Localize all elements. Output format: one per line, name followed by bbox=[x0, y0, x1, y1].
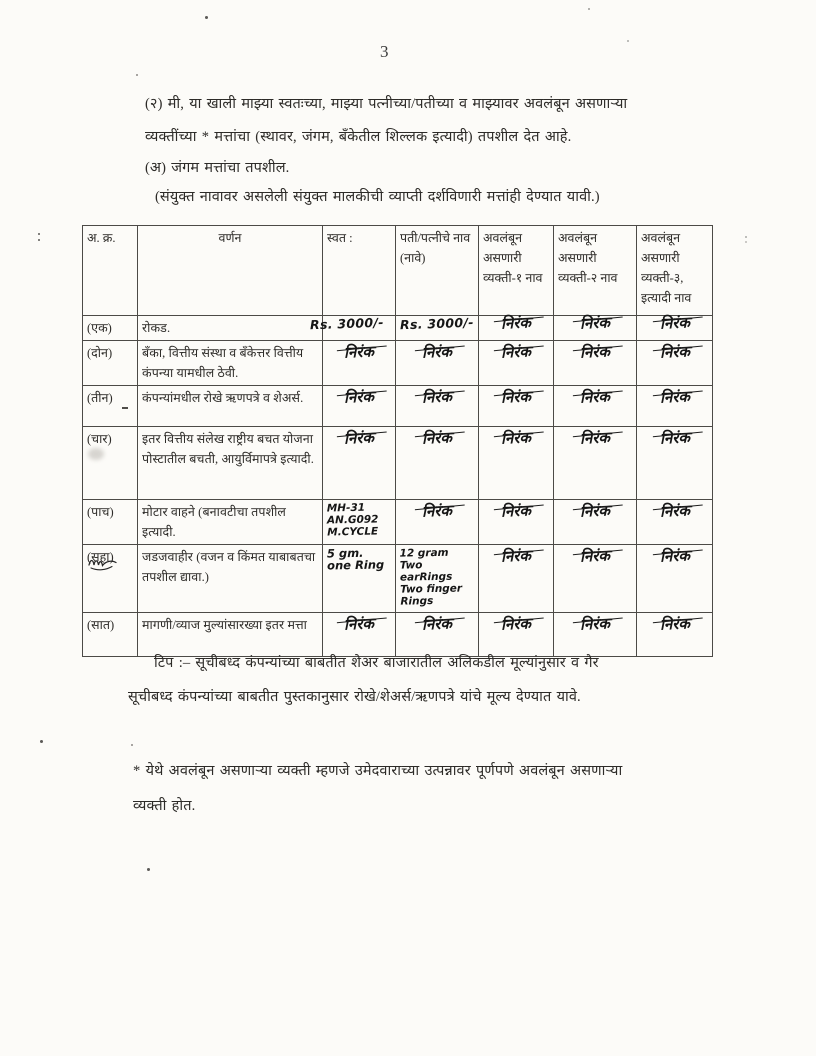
col-header-serial: अ. क्र. bbox=[83, 226, 138, 316]
handwritten-nil: निरंक bbox=[421, 387, 453, 407]
scan-speck bbox=[745, 236, 747, 238]
clause-a-heading: (अ) जंगम मत्तांचा तपशील. bbox=[145, 160, 290, 176]
table-row-savings-schemes bbox=[83, 427, 713, 500]
dependents-definition-line-1: * येथे अवलंबून असणाऱ्या व्यक्ती म्हणजे उमेदवाराच्या उत्पन्नावर पूर्णपणे अवलंबून असणाऱ्या bbox=[133, 763, 623, 779]
cell-description: मागणी/व्याज मुल्यांसारख्या इतर मत्ता bbox=[138, 613, 323, 657]
cell-description: जडजवाहीर (वजन व किंमत याबाबतचा तपशील द्यावा.) bbox=[138, 545, 323, 613]
handwritten-nil: निरंक bbox=[659, 428, 690, 448]
table-row-bonds-shares bbox=[83, 386, 713, 427]
handwritten-nil: निरंक bbox=[500, 313, 532, 333]
handwritten-nil: निरंक bbox=[421, 614, 453, 634]
col-header-description: वर्णन bbox=[138, 226, 323, 316]
handwritten-nil: निरंक bbox=[579, 428, 611, 448]
handwritten-nil: निरंक bbox=[579, 501, 611, 521]
handwritten-nil: निरंक bbox=[659, 313, 690, 333]
table-row-cash bbox=[83, 316, 713, 341]
handwritten-nil: निरंक bbox=[579, 387, 611, 407]
table-row-jewellery bbox=[83, 545, 713, 613]
cell-serial: (तीन) bbox=[83, 386, 138, 427]
cell-serial: (दोन) bbox=[83, 341, 138, 386]
correction-scribble bbox=[87, 556, 119, 572]
col-header-dependent-1: अवलंबून असणारी व्यक्ती-१ नाव bbox=[479, 226, 554, 316]
handwritten-nil: निरंक bbox=[659, 546, 690, 566]
col-header-dependent-2: अवलंबून असणारी व्यक्ती-२ नाव bbox=[554, 226, 637, 316]
scan-speck bbox=[38, 239, 40, 241]
handwritten-nil: निरंक bbox=[500, 546, 532, 566]
scan-smudge bbox=[88, 448, 104, 460]
scan-speck bbox=[205, 16, 208, 19]
scan-speck bbox=[745, 241, 747, 243]
handwritten-nil: निरंक bbox=[343, 614, 375, 634]
stray-dash-mark bbox=[122, 407, 128, 409]
handwritten-jewellery-spouse: 12 gram Two earRings Two finger Rings bbox=[399, 546, 463, 608]
col-header-dependent-3: अवलंबून असणारी व्यक्ती-३, इत्यादी नाव bbox=[637, 226, 713, 316]
cell-description: रोकड. bbox=[138, 316, 323, 341]
cell-description: मोटार वाहने (बनावटीचा तपशील इत्यादी. bbox=[138, 500, 323, 545]
col-header-spouse: पती/पत्नीचे नाव (नावे) bbox=[396, 226, 479, 316]
handwritten-nil: निरंक bbox=[343, 342, 375, 362]
cell-serial: (चार) bbox=[83, 427, 138, 500]
handwritten-nil: निरंक bbox=[500, 501, 532, 521]
handwritten-self-value: Rs. 3000/- bbox=[309, 314, 385, 333]
handwritten-nil: निरंक bbox=[500, 614, 532, 634]
cell-serial: (सहा) bbox=[83, 545, 138, 613]
col-header-self: स्वत : bbox=[323, 226, 396, 316]
handwritten-nil: निरंक bbox=[659, 387, 690, 407]
page-number: 3 bbox=[380, 42, 390, 61]
clause-2-line-2: व्यक्तींच्या * मत्तांचा (स्थावर, जंगम, बँकेतील शिल्लक इत्यादी) तपशील देत आहे. bbox=[145, 129, 572, 145]
tip-note-line-1: टिप :– सूचीबध्द कंपन्यांच्या बाबतीत शेअर बाजारातील अलिकडील मूल्यांनुसार व गैर bbox=[154, 655, 599, 671]
scan-speck bbox=[38, 233, 40, 235]
handwritten-spouse-value: Rs. 3000/- bbox=[399, 314, 475, 333]
cell-description: कंपन्यांमधील रोखे ऋणपत्रे व शेअर्स. bbox=[138, 386, 323, 427]
cell-description: बँका, वित्तीय संस्था व बँकेत्तर वित्तीय कंपन्या यामधील ठेवी. bbox=[138, 341, 323, 386]
scan-speck bbox=[627, 40, 629, 42]
handwritten-nil: निरंक bbox=[421, 501, 453, 521]
handwritten-nil: निरंक bbox=[579, 313, 611, 333]
tip-note-line-2: सूचीबध्द कंपन्यांच्या बाबतीत पुस्तकानुसार रोखे/शेअर्स/ऋणपत्रे यांचे मूल्य देण्यात यावे. bbox=[128, 689, 581, 705]
table-header-row bbox=[83, 226, 713, 316]
scan-speck bbox=[131, 744, 133, 746]
handwritten-nil: निरंक bbox=[659, 614, 690, 634]
scan-speck bbox=[147, 868, 150, 871]
handwritten-nil: निरंक bbox=[421, 428, 453, 448]
handwritten-nil: निरंक bbox=[659, 342, 690, 362]
handwritten-nil: निरंक bbox=[343, 428, 375, 448]
clause-2-line-1: (२) मी, या खाली माझ्या स्वतःच्या, माझ्या पत्नीच्या/पतीच्या व माझ्यावर अवलंबून असणाऱ्या bbox=[145, 96, 628, 112]
handwritten-jewellery-self: 5 gm. one Ring bbox=[326, 545, 385, 573]
table-row-motor-vehicles bbox=[83, 500, 713, 545]
cell-serial: (सात) bbox=[83, 613, 138, 657]
handwritten-nil: निरंक bbox=[579, 546, 611, 566]
joint-ownership-note: (संयुक्त नावावर असलेली संयुक्त मालकीची व्याप्ती दर्शविणारी मत्तांही देण्यात यावी.) bbox=[155, 189, 600, 205]
handwritten-vehicle-detail: MH-31 AN.G092 M.CYCLE bbox=[326, 501, 379, 539]
handwritten-nil: निरंक bbox=[500, 387, 532, 407]
cell-serial: (पाच) bbox=[83, 500, 138, 545]
scan-speck bbox=[136, 74, 138, 76]
table-row-bank-deposits bbox=[83, 341, 713, 386]
cell-serial: (एक) bbox=[83, 316, 138, 341]
table-row-other-assets bbox=[83, 613, 713, 657]
dependents-definition-line-2: व्यक्ती होत. bbox=[133, 798, 196, 814]
scan-speck bbox=[40, 740, 43, 743]
cell-description: इतर वित्तीय संलेख राष्ट्रीय बचत योजना पोस्टातील बचती, आयुर्विमापत्रे इत्यादी. bbox=[138, 427, 323, 500]
scan-speck bbox=[588, 8, 590, 10]
handwritten-nil: निरंक bbox=[343, 387, 375, 407]
handwritten-nil: निरंक bbox=[579, 342, 611, 362]
handwritten-nil: निरंक bbox=[500, 342, 532, 362]
handwritten-nil: निरंक bbox=[579, 614, 611, 634]
movable-assets-table bbox=[82, 225, 713, 657]
handwritten-nil: निरंक bbox=[421, 342, 453, 362]
handwritten-nil: निरंक bbox=[500, 428, 532, 448]
handwritten-nil: निरंक bbox=[659, 501, 690, 521]
